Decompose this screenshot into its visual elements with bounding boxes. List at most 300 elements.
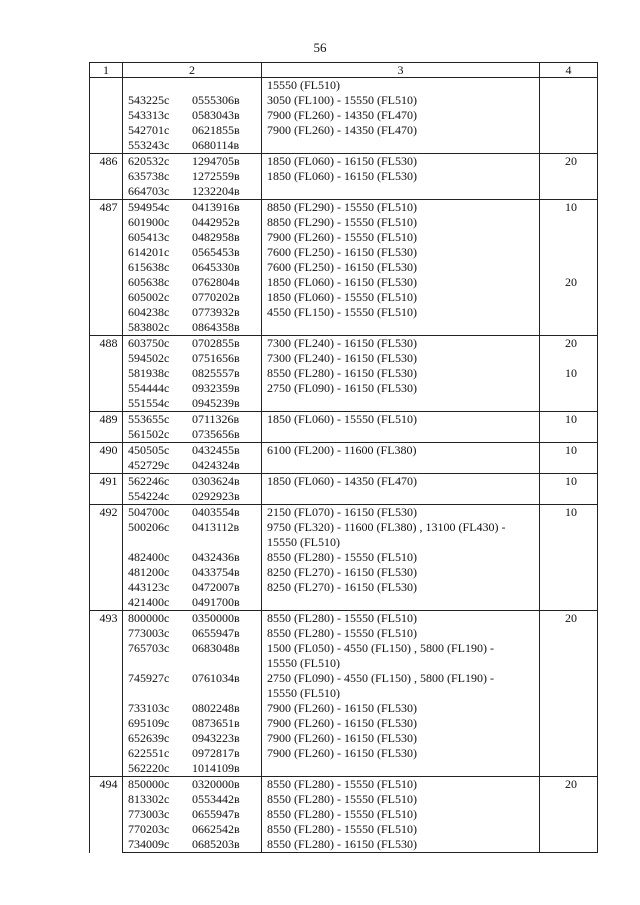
longitude-code: 0932359в xyxy=(192,381,240,395)
value-cell xyxy=(540,550,598,565)
altitude-range: 1500 (FL050) - 4550 (FL150) , 5800 (FL190) - xyxy=(262,641,540,656)
table-row xyxy=(90,686,598,701)
longitude-code: 0873651в xyxy=(192,716,240,730)
value-cell xyxy=(540,381,598,396)
table-row xyxy=(90,580,598,595)
table-row xyxy=(90,200,598,216)
latitude-code: 551554с xyxy=(128,396,170,410)
coordinate-cell xyxy=(123,595,262,611)
coordinate-pair xyxy=(128,626,240,640)
coordinate-cell xyxy=(123,108,262,123)
latitude-code: 620532с xyxy=(128,154,170,168)
latitude-code: 605638с xyxy=(128,275,170,289)
longitude-code: 0442952в xyxy=(192,215,240,229)
column-header-3: 3 xyxy=(262,63,540,78)
value-cell xyxy=(540,123,598,138)
altitude-range: 8850 (FL290) - 15550 (FL510) xyxy=(262,200,540,216)
longitude-code: 0320000в xyxy=(192,777,240,791)
value-cell xyxy=(540,580,598,595)
altitude-range: 7900 (FL260) - 14350 (FL470) xyxy=(262,123,540,138)
longitude-code: 1272559в xyxy=(192,169,240,183)
latitude-code: 605413с xyxy=(128,230,170,244)
coordinate-cell xyxy=(123,716,262,731)
coordinate-pair xyxy=(128,731,240,745)
latitude-code: 615638с xyxy=(128,260,170,274)
longitude-code: 0432455в xyxy=(192,443,240,457)
coordinate-cell xyxy=(123,792,262,807)
latitude-code: 561502с xyxy=(128,427,170,441)
latitude-code: 745927с xyxy=(128,671,170,685)
altitude-range: 8550 (FL280) - 15550 (FL510) xyxy=(262,807,540,822)
value-cell xyxy=(540,761,598,777)
altitude-range: 7600 (FL250) - 16150 (FL530) xyxy=(262,260,540,275)
table-row xyxy=(90,215,598,230)
coordinate-cell xyxy=(123,443,262,459)
altitude-range: 7300 (FL240) - 16150 (FL530) xyxy=(262,351,540,366)
coordinate-pair xyxy=(128,746,240,760)
table-row xyxy=(90,230,598,245)
longitude-code: 0424324в xyxy=(192,458,240,472)
value-cell xyxy=(540,230,598,245)
longitude-code: 0773932в xyxy=(192,305,240,319)
coordinate-pair xyxy=(128,184,240,198)
value-cell xyxy=(540,215,598,230)
coordinate-cell xyxy=(123,412,262,428)
altitude-range: 8550 (FL280) - 15550 (FL510) xyxy=(262,822,540,837)
table-row xyxy=(90,474,598,490)
altitude-range: 8550 (FL280) - 15550 (FL510) xyxy=(262,792,540,807)
value-cell xyxy=(540,260,598,275)
group-number: 490 xyxy=(90,443,123,474)
coordinate-pair xyxy=(128,777,240,791)
table-row xyxy=(90,443,598,459)
coordinate-pair xyxy=(128,458,240,472)
latitude-code: 605002с xyxy=(128,290,170,304)
coordinate-cell xyxy=(123,200,262,216)
group-number: 494 xyxy=(90,777,123,853)
value-cell: 20 xyxy=(540,777,598,793)
value-cell: 20 xyxy=(540,611,598,627)
coordinate-pair xyxy=(128,78,192,92)
longitude-code: 0662542в xyxy=(192,822,240,836)
coordinate-cell xyxy=(123,458,262,474)
table-row xyxy=(90,154,598,170)
coordinate-cell xyxy=(123,290,262,305)
latitude-code: 770203с xyxy=(128,822,170,836)
value-cell: 20 xyxy=(540,336,598,352)
value-cell xyxy=(540,535,598,550)
latitude-code: 581938с xyxy=(128,366,170,380)
coordinate-cell xyxy=(123,275,262,290)
value-cell xyxy=(540,458,598,474)
coordinate-pair xyxy=(128,641,240,655)
coordinate-cell xyxy=(123,761,262,777)
longitude-code: 0403554в xyxy=(192,505,240,519)
coordinate-cell xyxy=(123,807,262,822)
coordinate-cell xyxy=(123,245,262,260)
longitude-code: 0945239в xyxy=(192,396,240,410)
latitude-code: 604238с xyxy=(128,305,170,319)
group-number: 487 xyxy=(90,200,123,336)
value-cell xyxy=(540,169,598,184)
latitude-code: 562246с xyxy=(128,474,170,488)
value-cell: 10 xyxy=(540,200,598,216)
latitude-code: 765703с xyxy=(128,641,170,655)
altitude-range xyxy=(262,320,540,336)
value-cell xyxy=(540,746,598,761)
altitude-range xyxy=(262,489,540,505)
altitude-range: 1850 (FL060) - 16150 (FL530) xyxy=(262,169,540,184)
coordinate-pair xyxy=(128,807,240,821)
coordinate-pair xyxy=(128,611,240,625)
altitude-range: 1850 (FL060) - 15550 (FL510) xyxy=(262,412,540,428)
coordinate-cell xyxy=(123,777,262,793)
value-cell xyxy=(540,792,598,807)
coordinate-pair xyxy=(128,396,240,410)
latitude-code: 850000с xyxy=(128,777,170,791)
value-cell xyxy=(540,396,598,412)
column-header-2: 2 xyxy=(123,63,262,78)
longitude-code: 0864358в xyxy=(192,320,240,334)
table-row xyxy=(90,184,598,200)
value-cell xyxy=(540,626,598,641)
altitude-range: 8850 (FL290) - 15550 (FL510) xyxy=(262,215,540,230)
longitude-code: 0350000в xyxy=(192,611,240,625)
longitude-code: 0683048в xyxy=(192,641,240,655)
longitude-code: 0432436в xyxy=(192,550,240,564)
coordinate-cell xyxy=(123,656,262,671)
coordinate-cell xyxy=(123,320,262,336)
coordinate-pair xyxy=(128,837,240,851)
coordinate-pair xyxy=(128,792,240,806)
longitude-code: 1294705в xyxy=(192,154,240,168)
latitude-code: 542701с xyxy=(128,123,170,137)
coordinate-pair xyxy=(128,123,240,137)
longitude-code: 0735656в xyxy=(192,427,240,441)
coordinate-cell xyxy=(123,154,262,170)
latitude-code: 553243с xyxy=(128,138,170,152)
altitude-range xyxy=(262,427,540,443)
coordinate-pair xyxy=(128,336,240,350)
longitude-code: 0413916в xyxy=(192,200,240,214)
longitude-code: 0555306в xyxy=(192,93,240,107)
coordinate-pair xyxy=(128,215,240,229)
coordinate-cell xyxy=(123,381,262,396)
altitude-range xyxy=(262,595,540,611)
altitude-range: 7900 (FL260) - 16150 (FL530) xyxy=(262,716,540,731)
table-row xyxy=(90,731,598,746)
altitude-range: 15550 (FL510) xyxy=(262,686,540,701)
table-row xyxy=(90,245,598,260)
value-cell xyxy=(540,427,598,443)
coordinate-pair xyxy=(128,505,240,519)
latitude-code: 500206с xyxy=(128,520,170,534)
coordinate-cell xyxy=(123,260,262,275)
value-cell xyxy=(540,595,598,611)
coordinate-pair xyxy=(128,200,240,214)
table-row xyxy=(90,427,598,443)
table-row xyxy=(90,458,598,474)
table-row xyxy=(90,93,598,108)
value-cell xyxy=(540,671,598,686)
altitude-range: 8250 (FL270) - 16150 (FL530) xyxy=(262,565,540,580)
latitude-code: 614201с xyxy=(128,245,170,259)
table-row xyxy=(90,701,598,716)
altitude-range: 1850 (FL060) - 16150 (FL530) xyxy=(262,154,540,170)
value-cell xyxy=(540,290,598,305)
altitude-range: 15550 (FL510) xyxy=(262,535,540,550)
longitude-code: 0802248в xyxy=(192,701,240,715)
latitude-code: 695109с xyxy=(128,716,170,730)
coordinate-pair xyxy=(128,671,240,685)
altitude-range: 8550 (FL280) - 15550 (FL510) xyxy=(262,611,540,627)
value-cell xyxy=(540,305,598,320)
coordinate-cell xyxy=(123,822,262,837)
latitude-code: 652639с xyxy=(128,731,170,745)
longitude-code: 0825557в xyxy=(192,366,240,380)
value-cell xyxy=(540,807,598,822)
value-cell xyxy=(540,138,598,154)
altitude-range: 4550 (FL150) - 15550 (FL510) xyxy=(262,305,540,320)
longitude-code: 0565453в xyxy=(192,245,240,259)
coordinate-pair xyxy=(128,822,240,836)
longitude-code: 0761034в xyxy=(192,671,240,685)
altitude-range: 7900 (FL260) - 15550 (FL510) xyxy=(262,230,540,245)
altitude-range: 15550 (FL510) xyxy=(262,78,540,94)
latitude-code: 553655с xyxy=(128,412,170,426)
table-row xyxy=(90,138,598,154)
group-number: 489 xyxy=(90,412,123,443)
altitude-range: 7600 (FL250) - 16150 (FL530) xyxy=(262,245,540,260)
latitude-code: 482400с xyxy=(128,550,170,564)
coordinate-pair xyxy=(128,245,240,259)
longitude-code: 0583043в xyxy=(192,108,240,122)
coordinate-cell xyxy=(123,366,262,381)
group-number: 486 xyxy=(90,154,123,200)
coordinate-cell xyxy=(123,169,262,184)
coordinate-pair xyxy=(128,138,239,152)
latitude-code: 773003с xyxy=(128,807,170,821)
value-cell xyxy=(540,686,598,701)
coordinate-pair xyxy=(128,701,240,715)
coordinate-pair xyxy=(128,260,240,274)
latitude-code: 773003с xyxy=(128,626,170,640)
altitude-range: 6100 (FL200) - 11600 (FL380) xyxy=(262,443,540,459)
value-cell xyxy=(540,245,598,260)
altitude-range: 8550 (FL280) - 16150 (FL530) xyxy=(262,837,540,853)
table-row xyxy=(90,641,598,656)
altitude-range xyxy=(262,184,540,200)
coordinate-pair xyxy=(128,290,240,304)
coordinate-pair xyxy=(128,595,240,609)
longitude-code: 0645330в xyxy=(192,260,240,274)
coordinate-pair xyxy=(128,93,240,107)
coordinate-pair xyxy=(128,320,240,334)
table-row xyxy=(90,108,598,123)
altitude-range xyxy=(262,761,540,777)
value-cell xyxy=(540,320,598,336)
coordinate-cell xyxy=(123,396,262,412)
coordinate-pair xyxy=(128,535,192,549)
longitude-code: 0711326в xyxy=(192,412,240,426)
latitude-code: 543225с xyxy=(128,93,170,107)
coordinate-cell xyxy=(123,550,262,565)
coordinate-pair xyxy=(128,412,239,426)
value-cell xyxy=(540,565,598,580)
altitude-range xyxy=(262,396,540,412)
coordinate-pair xyxy=(128,275,240,289)
coordinate-pair xyxy=(128,716,240,730)
table-row xyxy=(90,366,598,381)
table-row xyxy=(90,320,598,336)
coordinate-cell xyxy=(123,138,262,154)
table-body xyxy=(90,78,598,853)
coordinate-pair xyxy=(128,565,240,579)
value-cell xyxy=(540,108,598,123)
longitude-code: 0292923в xyxy=(192,489,240,503)
longitude-code: 0621855в xyxy=(192,123,240,137)
longitude-code: 1014109в xyxy=(192,761,240,775)
coordinate-cell xyxy=(123,580,262,595)
value-cell xyxy=(540,184,598,200)
altitude-range: 1850 (FL060) - 14350 (FL470) xyxy=(262,474,540,490)
longitude-code: 0943223в xyxy=(192,731,240,745)
table-row xyxy=(90,611,598,627)
coordinate-cell xyxy=(123,611,262,627)
altitude-range: 8550 (FL280) - 15550 (FL510) xyxy=(262,777,540,793)
longitude-code: 0702855в xyxy=(192,336,240,350)
coordinate-cell xyxy=(123,489,262,505)
latitude-code: 601900с xyxy=(128,215,170,229)
table-row xyxy=(90,351,598,366)
coordinate-cell xyxy=(123,520,262,535)
latitude-code: 635738с xyxy=(128,169,170,183)
value-cell: 10 xyxy=(540,366,598,381)
table-row xyxy=(90,550,598,565)
latitude-code: 443123с xyxy=(128,580,170,594)
altitude-range: 8550 (FL280) - 16150 (FL530) xyxy=(262,366,540,381)
coordinate-cell xyxy=(123,535,262,550)
table-row xyxy=(90,626,598,641)
coordinate-pair xyxy=(128,580,240,594)
table-row xyxy=(90,336,598,352)
value-cell: 20 xyxy=(540,275,598,290)
value-cell xyxy=(540,351,598,366)
altitude-range: 8550 (FL280) - 15550 (FL510) xyxy=(262,626,540,641)
altitude-range: 7900 (FL260) - 16150 (FL530) xyxy=(262,746,540,761)
latitude-code: 421400с xyxy=(128,595,170,609)
group-number: 492 xyxy=(90,505,123,611)
coordinate-cell xyxy=(123,626,262,641)
coordinate-cell xyxy=(123,305,262,320)
coordinate-cell xyxy=(123,123,262,138)
coordinate-cell xyxy=(123,184,262,200)
table-row xyxy=(90,78,598,94)
coordinate-cell xyxy=(123,230,262,245)
coordinate-cell xyxy=(123,671,262,686)
coordinate-pair xyxy=(128,381,240,395)
value-cell xyxy=(540,837,598,853)
coordinate-pair xyxy=(128,443,240,457)
coordinate-pair xyxy=(128,351,240,365)
value-cell xyxy=(540,716,598,731)
latitude-code: 734009с xyxy=(128,837,170,851)
coordinate-pair xyxy=(128,230,240,244)
longitude-code: 0685203в xyxy=(192,837,240,851)
coordinate-pair xyxy=(128,154,240,168)
coordinate-pair xyxy=(128,366,240,380)
latitude-code: 504700с xyxy=(128,505,170,519)
table-row xyxy=(90,792,598,807)
value-cell xyxy=(540,822,598,837)
table-row xyxy=(90,290,598,305)
altitude-range: 7900 (FL260) - 16150 (FL530) xyxy=(262,701,540,716)
table-row xyxy=(90,396,598,412)
value-cell xyxy=(540,731,598,746)
group-number: 491 xyxy=(90,474,123,505)
group-number xyxy=(90,78,123,154)
coordinate-pair xyxy=(128,108,240,122)
coordinate-cell xyxy=(123,837,262,853)
latitude-code: 733103с xyxy=(128,701,170,715)
longitude-code: 0553442в xyxy=(192,792,240,806)
latitude-code: 543313с xyxy=(128,108,170,122)
altitude-range: 7300 (FL240) - 16150 (FL530) xyxy=(262,336,540,352)
coordinate-cell xyxy=(123,93,262,108)
table-row xyxy=(90,565,598,580)
longitude-code: 0433754в xyxy=(192,565,240,579)
page-number: 56 xyxy=(313,40,327,55)
table-header-row xyxy=(90,63,598,78)
table-row xyxy=(90,412,598,428)
latitude-code: 594954с xyxy=(128,200,170,214)
value-cell xyxy=(540,701,598,716)
coordinate-cell xyxy=(123,731,262,746)
altitude-range: 2150 (FL070) - 16150 (FL530) xyxy=(262,505,540,521)
airspace-table xyxy=(89,62,598,853)
latitude-code: 554224с xyxy=(128,489,170,503)
column-header-4: 4 xyxy=(540,63,598,78)
value-cell xyxy=(540,641,598,656)
coordinate-pair xyxy=(128,686,192,700)
longitude-code: 1232204в xyxy=(192,184,240,198)
value-cell xyxy=(540,93,598,108)
coordinate-cell xyxy=(123,686,262,701)
coordinate-cell xyxy=(123,78,262,94)
latitude-code: 562220с xyxy=(128,761,170,775)
latitude-code: 603750с xyxy=(128,336,170,350)
value-cell: 20 xyxy=(540,154,598,170)
coordinate-cell xyxy=(123,336,262,352)
value-cell xyxy=(540,78,598,94)
value-cell: 10 xyxy=(540,443,598,459)
longitude-code: 0770202в xyxy=(192,290,240,304)
longitude-code: 0972817в xyxy=(192,746,240,760)
table-row xyxy=(90,837,598,853)
coordinate-cell xyxy=(123,641,262,656)
altitude-range: 7900 (FL260) - 14350 (FL470) xyxy=(262,108,540,123)
coordinate-cell xyxy=(123,746,262,761)
latitude-code: 813302с xyxy=(128,792,170,806)
latitude-code: 800000с xyxy=(128,611,170,625)
table-row xyxy=(90,671,598,686)
altitude-range: 9750 (FL320) - 11600 (FL380) , 13100 (FL430) - xyxy=(262,520,540,535)
value-cell: 10 xyxy=(540,474,598,490)
table-row xyxy=(90,656,598,671)
altitude-range: 15550 (FL510) xyxy=(262,656,540,671)
latitude-code: 481200с xyxy=(128,565,170,579)
column-header-1: 1 xyxy=(90,63,123,78)
